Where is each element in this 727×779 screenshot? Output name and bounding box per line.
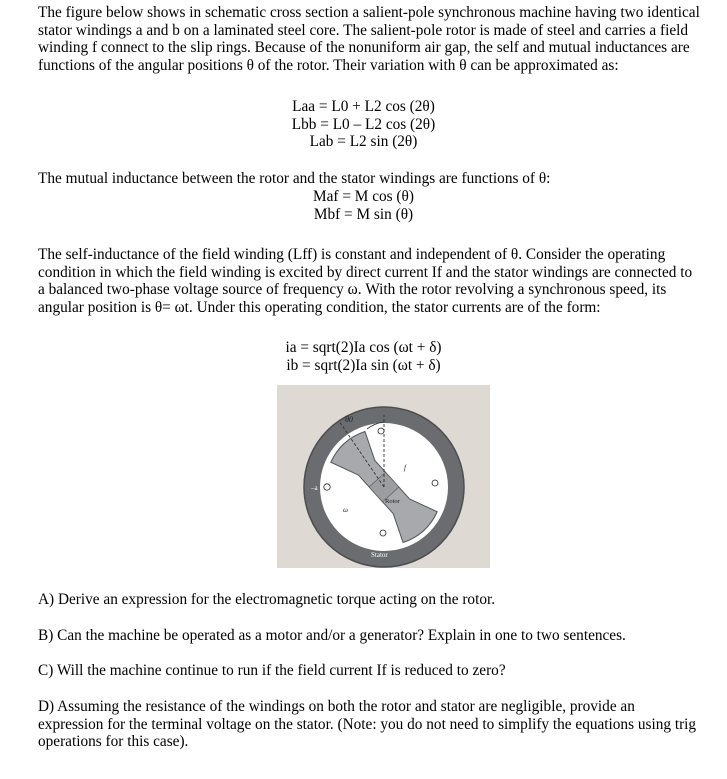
question-d: D) Assuming the resistance of the windings on both the rotor and stator are negligible, provide an expression for the terminal voltage on the stator. (Note: you do not need to simplify the equations using trig operations for this case). [38, 698, 697, 751]
rotor-label: Rotor [385, 498, 400, 505]
stator-current-equations [0, 339, 727, 374]
equation-ia: ia = sqrt(2)Ia cos (ωt + δ) [285, 339, 442, 356]
mutual-inductance-paragraph: The mutual inductance between the rotor and the stator windings are functions of θ: [38, 170, 551, 187]
neg-a-label: –a [311, 484, 318, 492]
b-label: b [386, 428, 390, 436]
equation-lbb: Lbb = L0 – L2 cos (2θ) [291, 115, 436, 133]
equation-mbf: Mbf = M sin (θ) [313, 205, 414, 223]
question-c: C) Will the machine continue to run if the field current If is reduced to zero? [38, 662, 506, 679]
machine-cross-section-figure [277, 385, 490, 568]
question-b: B) Can the machine be operated as a motor and/or a generator? Explain in one to two sentences. [38, 627, 626, 644]
equation-lab: Lab = L2 sin (2θ) [309, 133, 418, 151]
equation-ib: ib = sqrt(2)Ia sin (ωt + δ) [286, 356, 441, 374]
a-label: a [440, 480, 444, 488]
neg-b-winding-symbol [380, 530, 386, 536]
stator-inductance-equations [0, 98, 727, 151]
equation-maf: Maf = M cos (θ) [313, 188, 414, 205]
equation-laa: Laa = L0 + L2 cos (2θ) [292, 98, 435, 115]
stator-label: Stator [371, 551, 388, 559]
omega-label: ω [343, 506, 348, 514]
question-a: A) Derive an expression for the electromagnetic torque acting on the rotor. [38, 591, 496, 608]
neg-a-winding-symbol [324, 484, 330, 490]
mutual-inductance-equations [0, 188, 727, 223]
neg-b-label: –b [378, 540, 385, 548]
machine-diagram [277, 385, 490, 568]
operating-condition-paragraph: The self-inductance of the field winding (Lff) is constant and independent of θ. Consider the operating condition in which the field winding is excited by direct current If and the stator windings are connected to a balanced two-phase voltage source of frequency ω. With the rotor revolving a synchronous speed, its angular position is θ= ωt. Under this operating condition, the stator currents are of the form: [38, 246, 693, 316]
b-winding-symbol [378, 428, 384, 434]
a-winding-symbol [432, 480, 438, 486]
f-label: f [404, 464, 406, 472]
theta0-label: θ0 [345, 415, 353, 424]
intro-paragraph: The figure below shows in schematic cross section a salient-pole synchronous machine having two identical stator windings a and b on a laminated steel core. The salient-pole rotor is made of steel and carries a field winding f connect to the slip rings. Because of the nonuniform air gap, the self and mutual inductances are functions of the angular positions θ of the rotor. Their variation with θ can be approximated as: [38, 4, 700, 74]
